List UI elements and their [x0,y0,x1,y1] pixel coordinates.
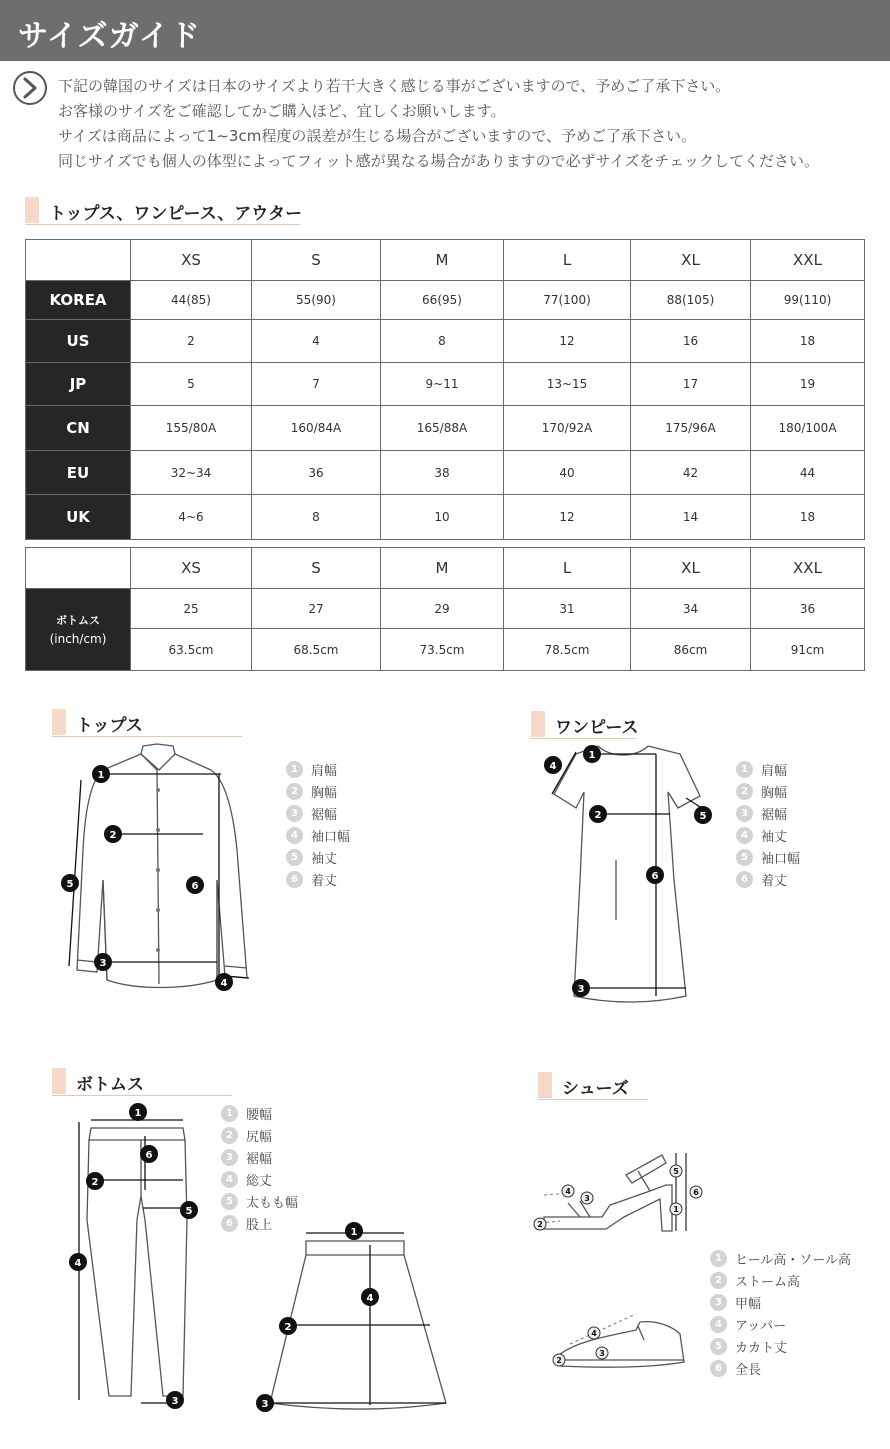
divider [25,224,300,225]
marker-3-icon [94,953,112,971]
legend-item [286,758,350,780]
marker-6-icon [140,1145,158,1163]
table-cell: 55(90) [252,281,381,320]
marker-2-icon [589,805,607,823]
legend-number: 3 [286,805,303,822]
svg-text:4: 4 [565,1187,571,1196]
svg-text:3: 3 [584,1194,590,1203]
notice-line: 同じサイズでも個人の体型によってフィット感が異なる場合がありますので必ずサイズをチェックしてください。 [58,152,819,170]
legend-label: 太もも幅 [246,1195,299,1211]
svg-text:2: 2 [109,830,117,841]
svg-text:3: 3 [171,1396,179,1407]
table-header-row [26,240,865,281]
bottoms-size-table [25,547,865,671]
table-corner-cell [26,548,131,589]
row-header-title: ボトムス [56,613,100,627]
legend-number: 2 [221,1127,238,1144]
svg-text:2: 2 [284,1322,292,1333]
table-cell: 77(100) [504,281,631,320]
legend-number: 5 [286,849,303,866]
marker-3-icon [596,1347,608,1359]
table-cell: 38 [381,451,504,495]
notice-line: お客様のサイズをご確認してかご購入ほど、宜しくお願いします。 [58,102,506,120]
accent-mark [531,711,545,737]
marker-2-icon [104,825,122,843]
marker-5-icon [670,1165,682,1177]
row-header-unit: (inch/cm) [49,631,107,646]
legend-label: 袖口幅 [761,851,801,867]
tops-legend [286,758,350,890]
table-cell: 14 [631,495,751,540]
svg-text:4: 4 [366,1293,374,1304]
legend-number: 4 [710,1316,727,1333]
table-cell: 86cm [631,629,751,671]
marker-1-icon [92,765,110,783]
table-cell: 63.5cm [131,629,252,671]
svg-text:1: 1 [134,1108,142,1119]
notice-line: サイズは商品によって1~3cm程度の誤差が生じる場合がございますので、予めご了承下さい。 [58,127,697,145]
table-cell: 8 [252,495,381,540]
svg-text:3: 3 [577,984,585,995]
legend-item [710,1313,851,1335]
table-cell: 99(110) [751,281,865,320]
legend-number: 6 [736,871,753,888]
table-cell: 12 [504,320,631,363]
column-header: L [504,548,631,589]
table-cell: 5 [131,363,252,406]
accent-mark [52,709,66,735]
table-cell: 7 [252,363,381,406]
legend-item [710,1247,851,1269]
header-bar [0,0,890,61]
table-row [26,406,865,451]
table-cell: 4~6 [131,495,252,540]
legend-label: 袖口幅 [311,829,351,845]
column-header: L [504,240,631,281]
dress-diagram-icon [540,740,720,1005]
row-header [26,589,131,671]
marker-6-icon [186,876,204,894]
divider [531,738,636,739]
legend-number: 3 [710,1294,727,1311]
row-header: JP [26,363,131,406]
table-cell: 19 [751,363,865,406]
legend-number: 1 [221,1105,238,1122]
table-cell: 42 [631,451,751,495]
marker-2-icon [86,1172,104,1190]
svg-text:1: 1 [588,750,596,761]
marker-3-icon [166,1391,184,1409]
legend-label: 総丈 [246,1173,273,1189]
table-cell: 73.5cm [381,629,504,671]
section-heading-text: トップス [76,716,143,736]
column-header: M [381,240,504,281]
table-cell: 2 [131,320,252,363]
legend-number: 6 [221,1215,238,1232]
column-header: XS [131,548,252,589]
legend-label: 胸幅 [761,785,788,801]
column-header: XXL [751,240,865,281]
legend-label: 裾幅 [311,807,338,823]
marker-5-icon [694,806,712,824]
divider [52,1095,232,1096]
slipon-diagram-icon [540,1300,700,1380]
marker-4-icon [588,1327,600,1339]
legend-number: 4 [286,827,303,844]
legend-label: ヒール高・ソール高 [735,1252,851,1268]
svg-text:4: 4 [74,1258,82,1269]
legend-label: ストーム高 [735,1274,801,1290]
table-cell: 31 [504,589,631,629]
row-header-label [26,612,130,648]
chevron-right-circle-icon [12,70,48,106]
legend-item [286,868,350,890]
table-cell: 165/88A [381,406,504,451]
marker-4-icon [69,1253,87,1271]
section-heading-text: トップス、ワンピース、アウター [49,204,303,224]
table-row [26,281,865,320]
table-cell: 34 [631,589,751,629]
legend-item [221,1190,298,1212]
marker-5-icon [180,1201,198,1219]
table-cell: 12 [504,495,631,540]
table-cell: 16 [631,320,751,363]
svg-text:2: 2 [537,1220,543,1229]
notice-text [58,74,878,174]
table-cell: 36 [252,451,381,495]
table-cell: 18 [751,495,865,540]
legend-label: 肩幅 [761,763,788,779]
table-row [26,451,865,495]
svg-text:3: 3 [599,1349,605,1358]
legend-item [286,824,350,846]
svg-text:6: 6 [651,871,659,882]
marker-3-icon [256,1394,274,1412]
legend-item [736,758,800,780]
table-cell: 4 [252,320,381,363]
table-cell: 155/80A [131,406,252,451]
section-heading-bottoms [52,1068,252,1096]
table-cell: 88(105) [631,281,751,320]
marker-3-icon [581,1192,593,1204]
legend-item [221,1124,298,1146]
measurement-markers [55,740,265,1000]
marker-4-icon [544,756,562,774]
legend-item [286,846,350,868]
svg-text:6: 6 [191,881,199,892]
svg-text:6: 6 [693,1188,699,1197]
svg-text:4: 4 [220,978,228,989]
table-cell: 170/92A [504,406,631,451]
table-cell: 180/100A [751,406,865,451]
row-header: KOREA [26,281,131,320]
legend-number: 2 [286,783,303,800]
column-header: S [252,548,381,589]
row-header: US [26,320,131,363]
table-cell: 91cm [751,629,865,671]
legend-label: 甲幅 [735,1296,762,1312]
marker-4-icon [562,1185,574,1197]
svg-text:2: 2 [556,1356,562,1365]
svg-text:5: 5 [673,1167,679,1176]
legend-number: 5 [221,1193,238,1210]
divider [538,1099,648,1100]
legend-item [736,824,800,846]
legend-item [221,1168,298,1190]
svg-text:1: 1 [673,1205,679,1214]
legend-number: 3 [221,1149,238,1166]
svg-text:4: 4 [549,761,557,772]
legend-label: 袖丈 [311,851,338,867]
section-heading-text: シューズ [562,1079,629,1099]
table-row [26,363,865,406]
legend-number: 5 [710,1338,727,1355]
section-heading-onepiece [531,711,731,739]
marker-2-icon [534,1218,546,1230]
table-cell: 36 [751,589,865,629]
svg-text:1: 1 [97,770,105,781]
legend-number: 4 [736,827,753,844]
row-header: CN [26,406,131,451]
legend-item [286,780,350,802]
legend-item [736,846,800,868]
legend-label: 腰幅 [246,1107,273,1123]
svg-text:5: 5 [66,879,74,890]
bottoms-legend [221,1102,298,1234]
table-cell: 66(95) [381,281,504,320]
legend-item [736,780,800,802]
legend-number: 6 [286,871,303,888]
pants-diagram-icon [65,1100,215,1420]
table-cell: 17 [631,363,751,406]
shoes-legend [710,1247,851,1379]
marker-1-icon [583,745,601,763]
legend-item [286,802,350,824]
marker-4-icon [361,1288,379,1306]
table-row [26,589,865,629]
marker-1-icon [670,1203,682,1215]
legend-item [710,1335,851,1357]
skirt-diagram-icon [250,1215,450,1415]
table-cell: 27 [252,589,381,629]
tops-size-table [25,239,865,540]
table-cell: 68.5cm [252,629,381,671]
legend-item [710,1291,851,1313]
svg-text:2: 2 [91,1177,99,1188]
legend-label: 裾幅 [761,807,788,823]
legend-label: 胸幅 [311,785,338,801]
table-row [26,320,865,363]
legend-number: 2 [710,1272,727,1289]
legend-label: 袖丈 [761,829,788,845]
divider [52,736,242,737]
table-row [26,629,865,671]
legend-label: カカト丈 [735,1340,788,1356]
onepiece-legend [736,758,800,890]
legend-number: 1 [286,761,303,778]
legend-label: 全長 [735,1362,762,1378]
table-cell: 10 [381,495,504,540]
column-header: M [381,548,504,589]
legend-label: 股上 [246,1217,273,1233]
column-header: XS [131,240,252,281]
accent-mark [538,1072,552,1098]
row-header: UK [26,495,131,540]
marker-1-icon [129,1103,147,1121]
legend-label: 尻幅 [246,1129,273,1145]
svg-text:2: 2 [594,810,602,821]
row-header: EU [26,451,131,495]
marker-2-icon [279,1317,297,1335]
table-cell: 78.5cm [504,629,631,671]
marker-1-icon [345,1222,363,1240]
legend-item [736,802,800,824]
legend-number: 1 [710,1250,727,1267]
legend-label: 着丈 [311,873,338,889]
section-heading-shoes [538,1072,658,1100]
legend-number: 6 [710,1360,727,1377]
legend-item [221,1212,298,1234]
legend-item [221,1146,298,1168]
table-cell: 13~15 [504,363,631,406]
section-heading-tops [52,709,252,737]
column-header: XL [631,240,751,281]
marker-6-icon [690,1186,702,1198]
table-cell: 8 [381,320,504,363]
svg-text:6: 6 [145,1150,153,1161]
svg-text:4: 4 [591,1329,597,1338]
table-cell: 32~34 [131,451,252,495]
notice-line: 下記の韓国のサイズは日本のサイズより若干大きく感じる事がございますので、予めご了承下さい。 [58,77,731,95]
section-heading-text: ワンピース [555,718,639,738]
column-header: XXL [751,548,865,589]
column-header: XL [631,548,751,589]
legend-label: 肩幅 [311,763,338,779]
svg-text:3: 3 [99,958,107,969]
accent-mark [25,197,39,223]
page-title: サイズガイド [18,19,201,54]
legend-number: 3 [736,805,753,822]
column-header: S [252,240,381,281]
legend-item [221,1102,298,1124]
table-cell: 40 [504,451,631,495]
accent-mark [52,1068,66,1094]
legend-item [736,868,800,890]
legend-number: 4 [221,1171,238,1188]
table-cell: 44(85) [131,281,252,320]
section-heading-tops-table [25,197,305,225]
legend-label: 着丈 [761,873,788,889]
section-heading-text: ボトムス [76,1075,144,1095]
table-cell: 44 [751,451,865,495]
svg-text:1: 1 [350,1227,358,1238]
marker-6-icon [646,866,664,884]
table-cell: 9~11 [381,363,504,406]
table-row [26,495,865,540]
marker-5-icon [61,874,79,892]
marker-4-icon [215,973,233,991]
legend-item [710,1357,851,1379]
legend-number: 1 [736,761,753,778]
table-cell: 18 [751,320,865,363]
svg-text:3: 3 [261,1399,269,1410]
legend-label: アッパー [735,1318,787,1334]
table-corner-cell [26,240,131,281]
table-cell: 175/96A [631,406,751,451]
svg-text:5: 5 [699,811,707,822]
svg-text:5: 5 [185,1206,193,1217]
legend-number: 2 [736,783,753,800]
legend-item [710,1269,851,1291]
table-cell: 29 [381,589,504,629]
table-header-row [26,548,865,589]
legend-number: 5 [736,849,753,866]
marker-3-icon [572,979,590,997]
table-cell: 25 [131,589,252,629]
legend-label: 裾幅 [246,1151,273,1167]
marker-2-icon [553,1354,565,1366]
sandal-diagram-icon [530,1145,710,1245]
table-cell: 160/84A [252,406,381,451]
